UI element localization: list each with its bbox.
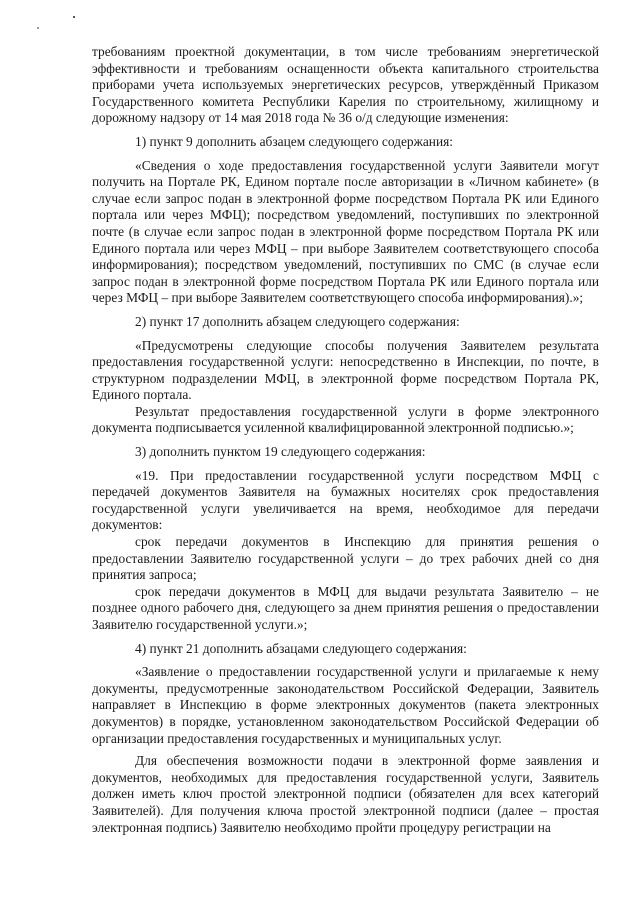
quote-paragraph-3: «19. При предоставлении государственной услуги посредством МФЦ с передачей документов Заявителя на бумажных носителях срок предоставления государственной услуги увеличивается на время, необходимое для передачи документов: bbox=[92, 467, 599, 533]
deadline-paragraph-2: срок передачи документов в МФЦ для выдачи результата Заявителю – не позднее одного рабочего дня, следующего за днем принятия решения о предоставлении Заявителю государственной услуги.»; bbox=[92, 583, 599, 632]
signature-paragraph: Для обеспечения возможности подачи в электронной форме заявления и документов, необходимых для предоставления государственной услуги, Заявитель должен иметь ключ простой электронной подписи (обязателен для всех категорий Заявителей). Для получения ключа простой электронной подписи (далее – простая электронная подпись) Заявителю необходимо пройти процедуру регистрации на bbox=[92, 753, 599, 835]
quote-paragraph-2: «Предусмотрены следующие способы получения Заявителем результата предоставления государственной услуги: непосредственно в Инспекции, по почте, в структурном подразделении МФЦ, в электронной форме посредством Портала РК, Единого портала. bbox=[92, 337, 599, 403]
intro-paragraph: требованиям проектной документации, в том числе требованиям энергетической эффективности и требованиям оснащенности объекта капитального строительства приборами учета используемых энергетических ресурсов, утверждённый Приказом Государственного комитета Республики Карелия по строительному, жилищному и дорожному надзору от 14 мая 2018 года № 36 о/д следующие изменения: bbox=[92, 44, 599, 126]
quote-paragraph-4: «Заявление о предоставлении государственной услуги и прилагаемые к нему документы, предусмотренные законодательством Российской Федерации, Заявитель направляет в Инспекцию в форме электронных документов (пакета электронных документов) в порядке, установленном законодательством Российской Федерации об организации предоставления государственных и муниципальных услуг. bbox=[92, 664, 599, 746]
amendment-item-4: 4) пункт 21 дополнить абзацами следующего содержания: bbox=[135, 640, 467, 656]
result-paragraph: Результат предоставления государственной услуги в форме электронного документа подписывается усиленной квалифицированной электронной подписью.»; bbox=[92, 403, 599, 436]
deadline-paragraph-1: срок передачи документов в Инспекцию для принятия решения о предоставлении Заявителю государственной услуги – до трех рабочих дней со дня принятия запроса; bbox=[92, 534, 599, 583]
amendment-item-1: 1) пункт 9 дополнить абзацем следующего содержания: bbox=[135, 133, 454, 149]
quote-paragraph-1: «Сведения о ходе предоставления государственной услуги Заявители могут получить на Портале РК, Едином портале после авторизации в «Личном кабинете» (в случае если запрос подан в электронной форме посредством Портала РК или Единого портала или через МФЦ); посредством уведомлений, поступивших по электронной почте (в случае если запрос подан в электронной форме посредством Портала РК или Единого портала или через МФЦ – при выборе Заявителем соответствующего способа информирования); посредством уведомлений, поступивших по СМС (в случае если запрос подан в электронной форме посредством Портала РК или Единого портала или через МФЦ – при выборе Заявителем соответствующего способа информирования).»; bbox=[92, 157, 599, 306]
amendment-item-3: 3) дополнить пунктом 19 следующего содержания: bbox=[135, 444, 426, 460]
document-page bbox=[92, 44, 599, 836]
amendment-item-2: 2) пункт 17 дополнить абзацем следующего содержания: bbox=[135, 313, 460, 329]
